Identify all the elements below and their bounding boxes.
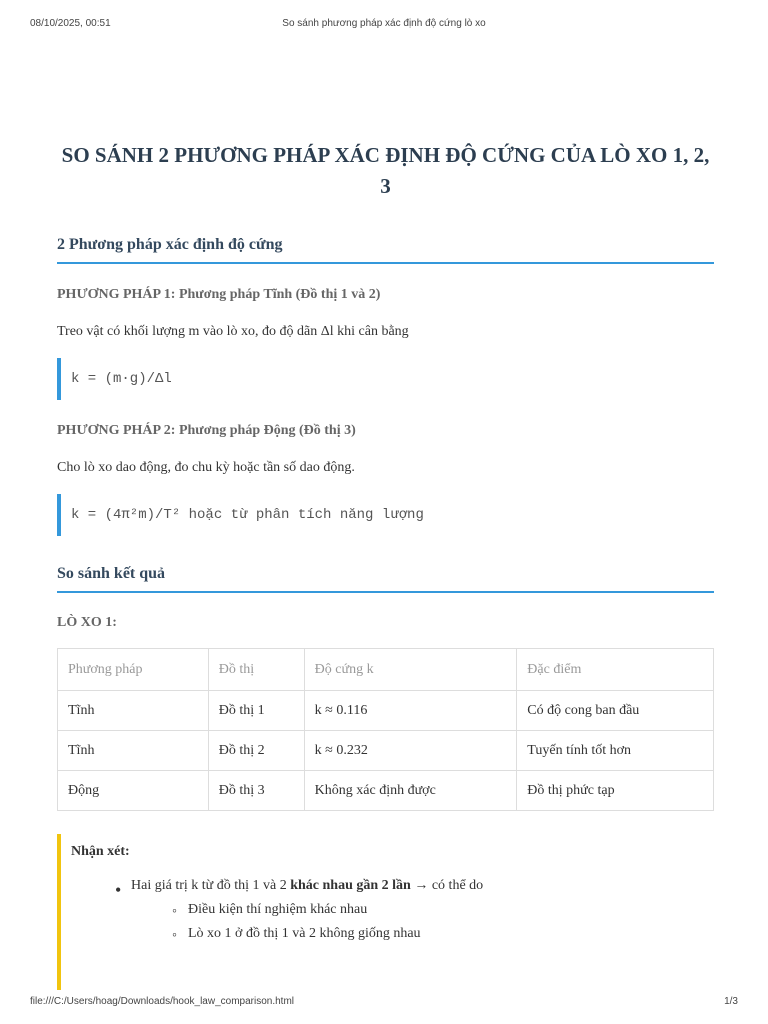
table-cell: k ≈ 0.232 bbox=[304, 731, 517, 771]
method1-description: Treo vật có khối lượng m vào lò xo, đo độ dãn Δl khi cân bằng bbox=[57, 324, 409, 339]
table-header-cell: Độ cứng k bbox=[304, 649, 517, 691]
page-number: 1/3 bbox=[724, 996, 738, 1007]
table-header-cell: Phương pháp bbox=[58, 649, 209, 691]
note-box bbox=[57, 834, 714, 990]
print-url: file:///C:/Users/hoag/Downloads/hook_law_comparison.html bbox=[30, 996, 295, 1007]
table-cell: Đồ thị 3 bbox=[208, 771, 304, 811]
table-cell: Không xác định được bbox=[304, 771, 517, 811]
table-cell: Tĩnh bbox=[58, 691, 209, 731]
table-cell: Đồ thị 1 bbox=[208, 691, 304, 731]
table-cell: Đồ thị phức tạp bbox=[517, 771, 714, 811]
method2-heading: PHƯƠNG PHÁP 2: Phương pháp Động (Đồ thị 3) bbox=[57, 423, 356, 438]
spring1-heading: LÒ XO 1: bbox=[57, 615, 117, 630]
page-title: SO SÁNH 2 PHƯƠNG PHÁP XÁC ĐỊNH ĐỘ CỨNG CỦA LÒ XO 1, 2, 3 bbox=[61, 143, 710, 198]
table-cell: Đồ thị 2 bbox=[208, 731, 304, 771]
method1-heading: PHƯƠNG PHÁP 1: Phương pháp Tĩnh (Đồ thị 1 và 2) bbox=[57, 287, 381, 302]
list-item: ◦ Lò xo 1 ở đồ thị 1 và 2 không giống nhau bbox=[188, 926, 421, 942]
table-row bbox=[58, 731, 714, 771]
section-heading-comparison: So sánh kết quả bbox=[57, 565, 714, 593]
table-cell: Tĩnh bbox=[58, 731, 209, 771]
table-cell: k ≈ 0.116 bbox=[304, 691, 517, 731]
print-header bbox=[0, 18, 768, 32]
method2-description: Cho lò xo dao động, đo chu kỳ hoặc tần số dao động. bbox=[57, 460, 355, 475]
table-header-cell: Đồ thị bbox=[208, 649, 304, 691]
table-cell: Có độ cong ban đầu bbox=[517, 691, 714, 731]
note-item-emphasis: khác nhau gần 2 lần bbox=[290, 878, 411, 893]
print-title: So sánh phương pháp xác định độ cứng lò xo bbox=[282, 18, 486, 29]
table-row bbox=[58, 691, 714, 731]
table-cell: Tuyến tính tốt hơn bbox=[517, 731, 714, 771]
table-row bbox=[58, 771, 714, 811]
comparison-table bbox=[57, 648, 714, 811]
print-footer bbox=[0, 996, 768, 1010]
table-cell: Động bbox=[58, 771, 209, 811]
note-item-text: → có thể do bbox=[410, 878, 484, 893]
method2-formula: k = (4π²m)/T² hoặc từ phân tích năng lượng bbox=[57, 494, 697, 536]
note-title: Nhận xét: bbox=[71, 844, 130, 859]
list-item: ◦ Điều kiện thí nghiệm khác nhau bbox=[188, 902, 367, 918]
list-item bbox=[131, 878, 483, 894]
table-header-cell: Đặc điểm bbox=[517, 649, 714, 691]
print-datetime: 08/10/2025, 00:51 bbox=[30, 18, 111, 29]
method1-formula: k = (m·g)/Δl bbox=[57, 358, 697, 400]
section-heading-methods: 2 Phương pháp xác định độ cứng bbox=[57, 236, 714, 264]
note-item-text: Hai giá trị k từ đồ thị 1 và 2 bbox=[131, 878, 291, 893]
table-header-row bbox=[58, 649, 714, 691]
